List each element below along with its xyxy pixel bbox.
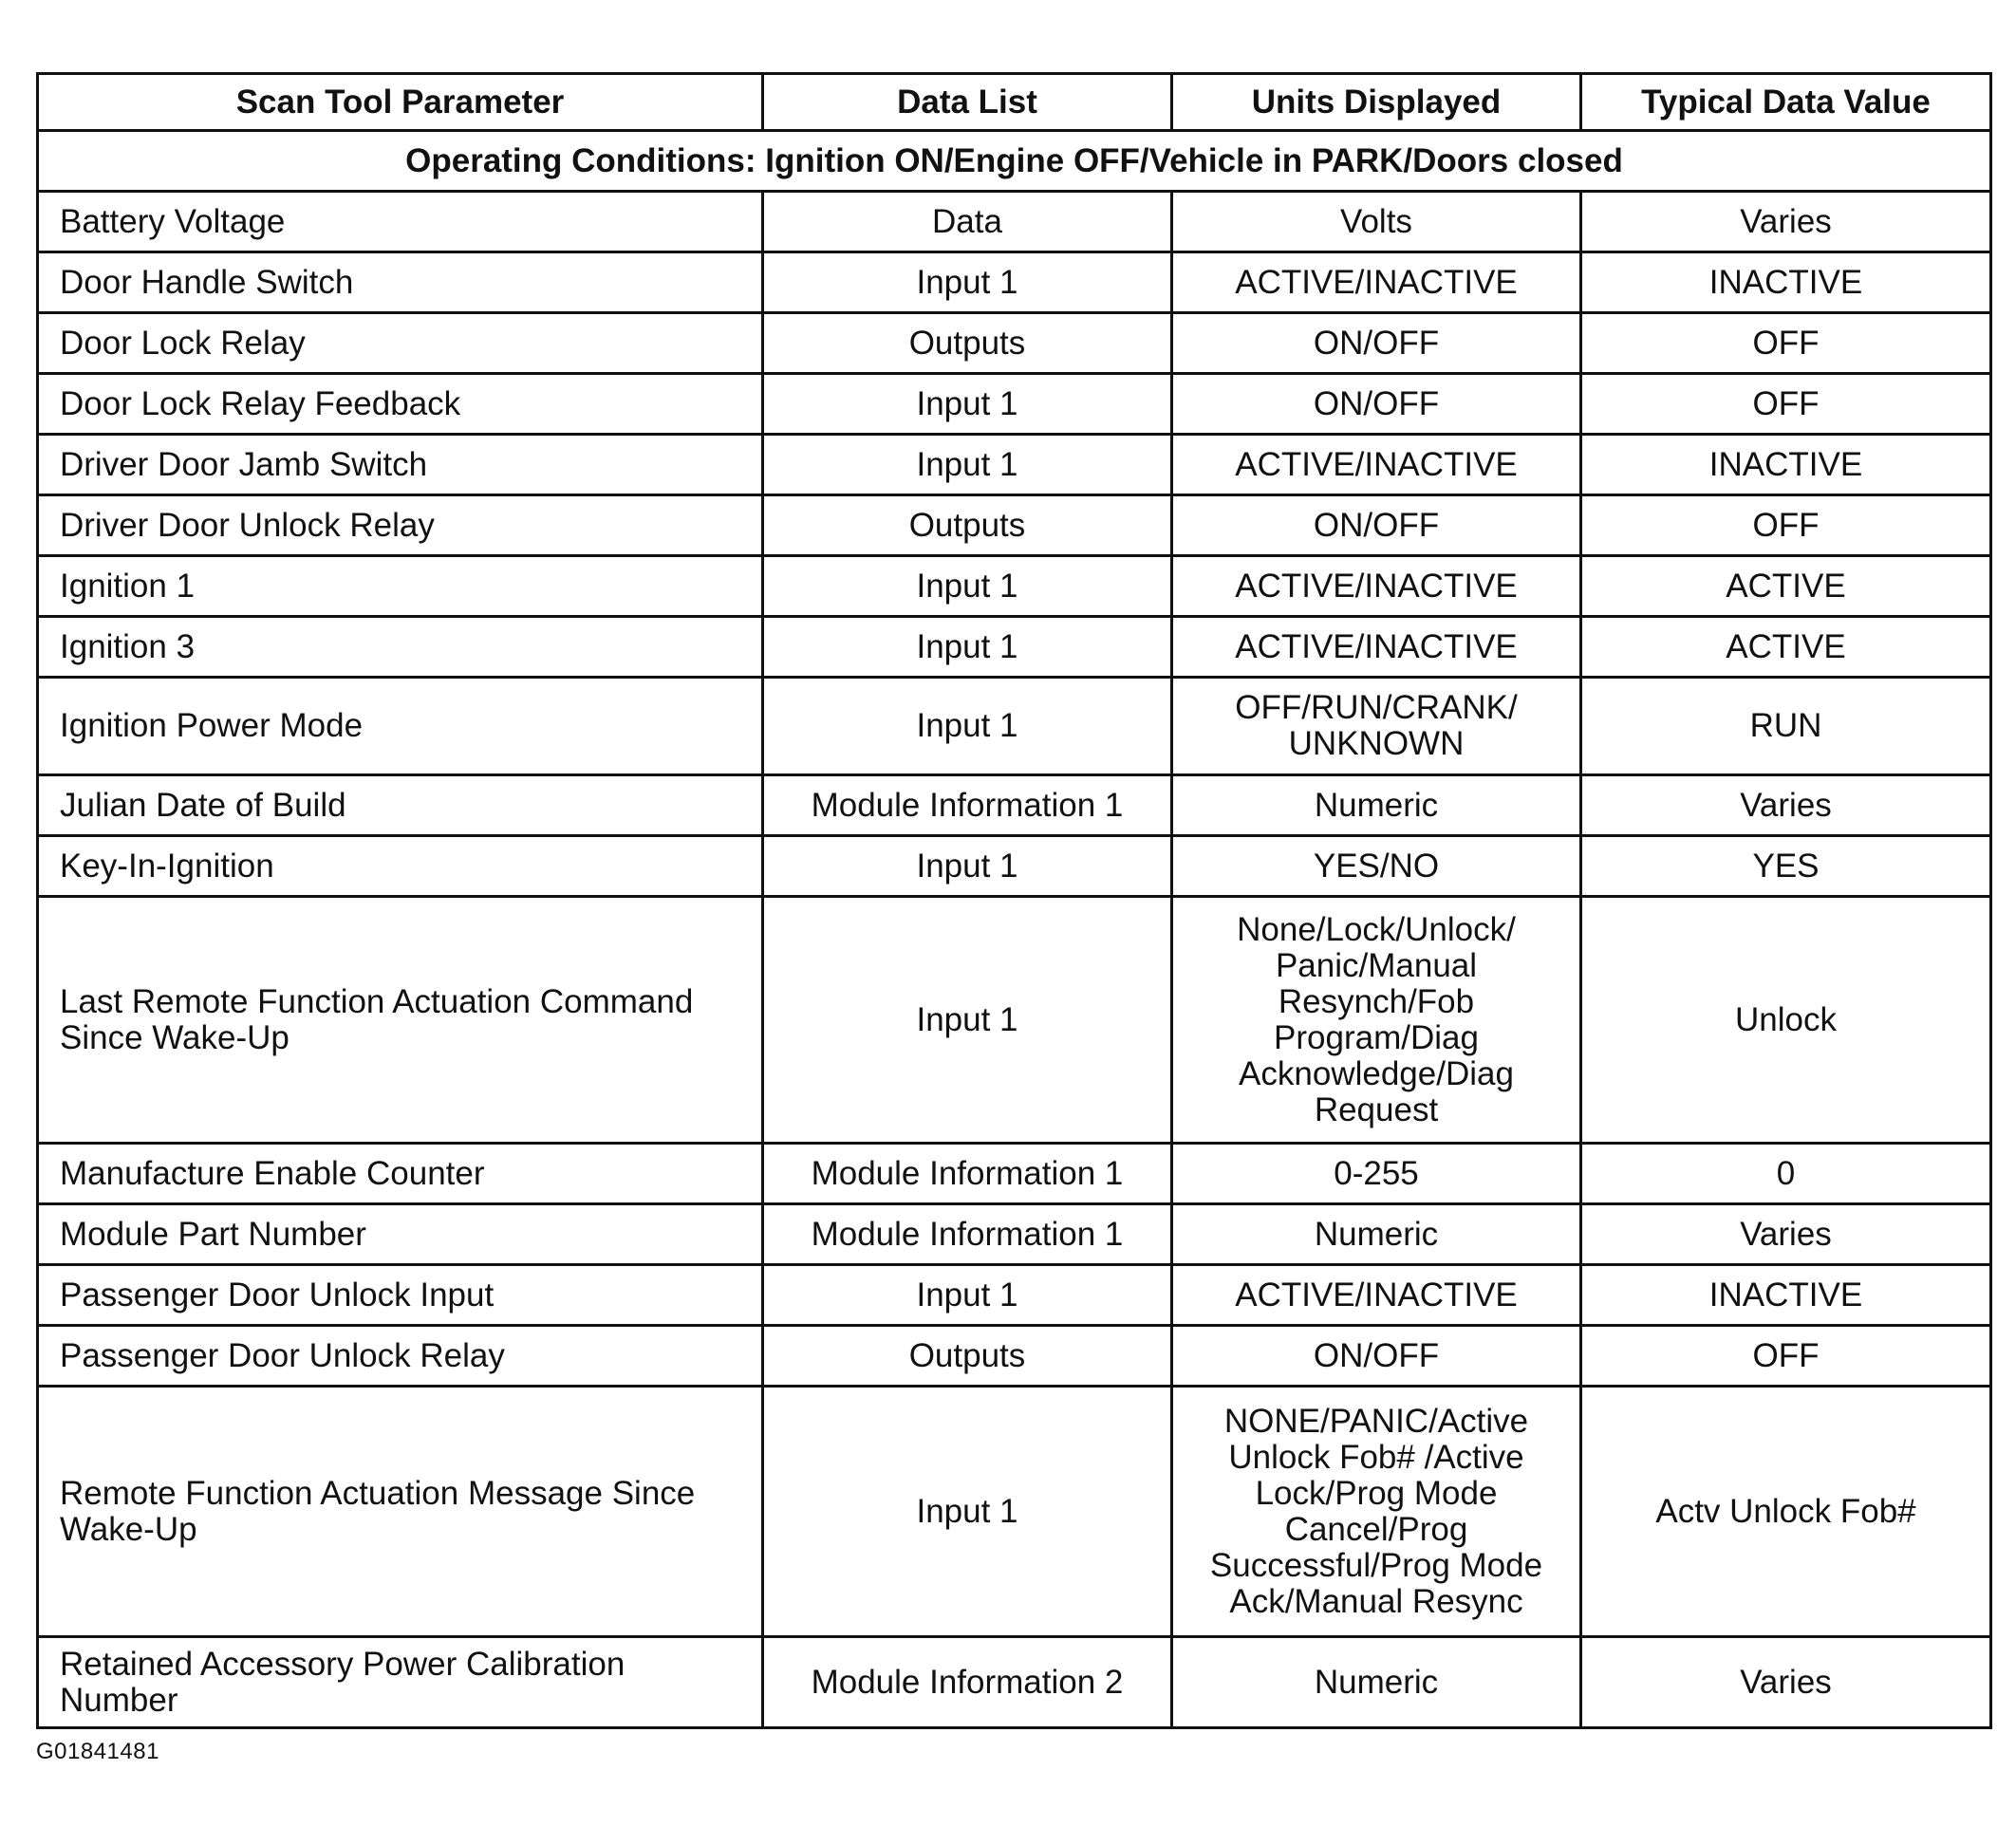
parameter-cell: Julian Date of Build — [38, 775, 763, 836]
typical-value-cell: INACTIVE — [1581, 435, 1991, 495]
table-row — [38, 1265, 1991, 1326]
typical-value-cell: OFF — [1581, 313, 1991, 374]
data-list-cell: Outputs — [763, 313, 1172, 374]
units-cell: ON/OFF — [1172, 374, 1581, 435]
parameter-cell: Ignition 1 — [38, 556, 763, 617]
data-list-cell: Input 1 — [763, 435, 1172, 495]
header-typical-data-value: Typical Data Value — [1581, 74, 1991, 131]
data-list-cell: Input 1 — [763, 1265, 1172, 1326]
typical-value-cell: Varies — [1581, 775, 1991, 836]
parameter-cell: Driver Door Jamb Switch — [38, 435, 763, 495]
scan-tool-data-table — [36, 72, 1992, 1729]
table-row — [38, 836, 1991, 897]
typical-value-cell: Varies — [1581, 1204, 1991, 1265]
table-row — [38, 1326, 1991, 1387]
units-cell: ON/OFF — [1172, 495, 1581, 556]
table-row — [38, 678, 1991, 775]
typical-value-cell: INACTIVE — [1581, 252, 1991, 313]
parameter-cell: Door Lock Relay — [38, 313, 763, 374]
table-row — [38, 617, 1991, 678]
typical-value-cell: OFF — [1581, 495, 1991, 556]
header-row — [38, 74, 1991, 131]
data-list-cell: Module Information 1 — [763, 1204, 1172, 1265]
table-row — [38, 1144, 1991, 1204]
data-list-cell: Module Information 1 — [763, 1144, 1172, 1204]
table-row — [38, 1637, 1991, 1728]
typical-value-cell: ACTIVE — [1581, 617, 1991, 678]
data-list-cell: Input 1 — [763, 374, 1172, 435]
units-cell: Volts — [1172, 192, 1581, 252]
table-row — [38, 192, 1991, 252]
section-row — [38, 131, 1991, 192]
parameter-cell: Driver Door Unlock Relay — [38, 495, 763, 556]
header-data-list: Data List — [763, 74, 1172, 131]
table-row — [38, 556, 1991, 617]
table-row — [38, 374, 1991, 435]
typical-value-cell: Varies — [1581, 1637, 1991, 1728]
header-units-displayed: Units Displayed — [1172, 74, 1581, 131]
data-list-cell: Input 1 — [763, 556, 1172, 617]
data-list-cell: Input 1 — [763, 1387, 1172, 1637]
data-list-cell: Input 1 — [763, 897, 1172, 1144]
parameter-cell: Module Part Number — [38, 1204, 763, 1265]
units-cell: OFF/RUN/CRANK/ UNKNOWN — [1172, 678, 1581, 775]
parameter-cell: Door Handle Switch — [38, 252, 763, 313]
operating-conditions: Operating Conditions: Ignition ON/Engine OFF/Vehicle in PARK/Doors closed — [38, 131, 1991, 192]
units-cell: ACTIVE/INACTIVE — [1172, 556, 1581, 617]
typical-value-cell: OFF — [1581, 374, 1991, 435]
parameter-cell: Retained Accessory Power Calibration Number — [38, 1637, 763, 1728]
header-scan-tool-parameter: Scan Tool Parameter — [38, 74, 763, 131]
parameter-cell: Door Lock Relay Feedback — [38, 374, 763, 435]
units-cell: None/Lock/Unlock/ Panic/Manual Resynch/Fob Program/Diag Acknowledge/Diag Request — [1172, 897, 1581, 1144]
typical-value-cell: YES — [1581, 836, 1991, 897]
units-cell: ACTIVE/INACTIVE — [1172, 1265, 1581, 1326]
figure-id: G01841481 — [36, 1739, 159, 1764]
table-row — [38, 1204, 1991, 1265]
typical-value-cell: OFF — [1581, 1326, 1991, 1387]
parameter-cell: Battery Voltage — [38, 192, 763, 252]
parameter-cell: Manufacture Enable Counter — [38, 1144, 763, 1204]
units-cell: Numeric — [1172, 1637, 1581, 1728]
data-list-cell: Input 1 — [763, 836, 1172, 897]
typical-value-cell: ACTIVE — [1581, 556, 1991, 617]
parameter-cell: Passenger Door Unlock Input — [38, 1265, 763, 1326]
units-cell: ACTIVE/INACTIVE — [1172, 252, 1581, 313]
parameter-cell: Last Remote Function Actuation Command Since Wake-Up — [38, 897, 763, 1144]
units-cell: ON/OFF — [1172, 1326, 1581, 1387]
typical-value-cell: INACTIVE — [1581, 1265, 1991, 1326]
units-cell: ACTIVE/INACTIVE — [1172, 435, 1581, 495]
table-row — [38, 313, 1991, 374]
parameter-cell: Remote Function Actuation Message Since Wake-Up — [38, 1387, 763, 1637]
typical-value-cell: 0 — [1581, 1144, 1991, 1204]
data-list-cell: Outputs — [763, 495, 1172, 556]
data-list-cell: Input 1 — [763, 617, 1172, 678]
units-cell: 0-255 — [1172, 1144, 1581, 1204]
units-cell: Numeric — [1172, 1204, 1581, 1265]
units-cell: ACTIVE/INACTIVE — [1172, 617, 1581, 678]
units-cell: Numeric — [1172, 775, 1581, 836]
typical-value-cell: Unlock — [1581, 897, 1991, 1144]
parameter-cell: Ignition Power Mode — [38, 678, 763, 775]
data-list-cell: Outputs — [763, 1326, 1172, 1387]
data-list-cell: Data — [763, 192, 1172, 252]
units-cell: NONE/PANIC/Active Unlock Fob# /Active Lock/Prog Mode Cancel/Prog Successful/Prog Mode Ack/Manual Resync — [1172, 1387, 1581, 1637]
parameter-cell: Passenger Door Unlock Relay — [38, 1326, 763, 1387]
data-list-cell: Module Information 2 — [763, 1637, 1172, 1728]
units-cell: ON/OFF — [1172, 313, 1581, 374]
table-row — [38, 435, 1991, 495]
table-row — [38, 1387, 1991, 1637]
parameter-cell: Ignition 3 — [38, 617, 763, 678]
data-list-cell: Input 1 — [763, 252, 1172, 313]
data-list-cell: Input 1 — [763, 678, 1172, 775]
table-row — [38, 775, 1991, 836]
table-row — [38, 252, 1991, 313]
typical-value-cell: Actv Unlock Fob# — [1581, 1387, 1991, 1637]
data-list-cell: Module Information 1 — [763, 775, 1172, 836]
table-row — [38, 495, 1991, 556]
typical-value-cell: Varies — [1581, 192, 1991, 252]
parameter-cell: Key-In-Ignition — [38, 836, 763, 897]
table-row — [38, 897, 1991, 1144]
typical-value-cell: RUN — [1581, 678, 1991, 775]
units-cell: YES/NO — [1172, 836, 1581, 897]
